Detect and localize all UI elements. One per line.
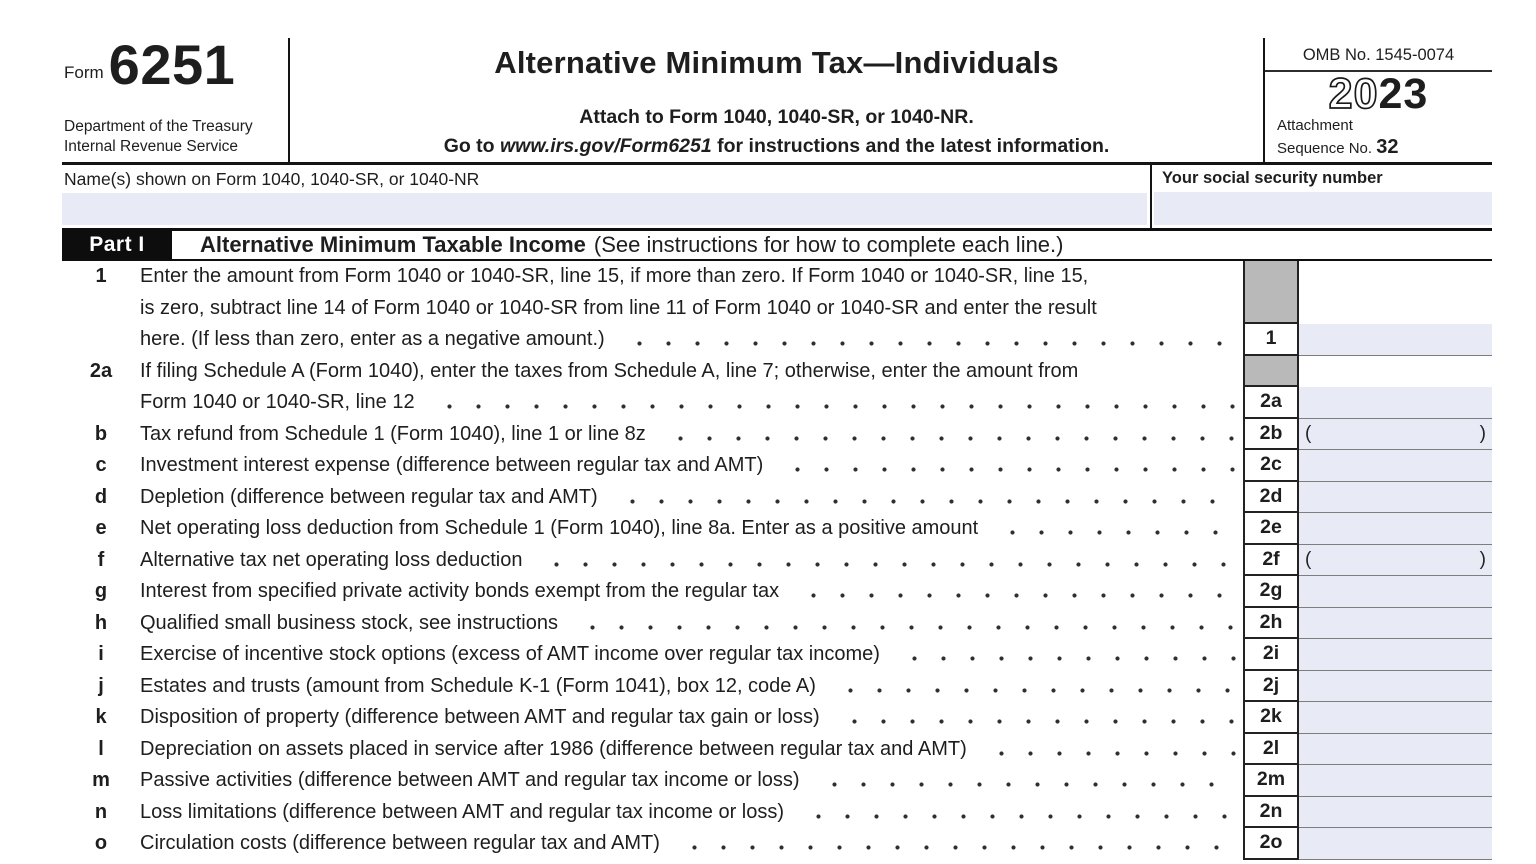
part1-tab: Part I (62, 231, 172, 259)
line-text: Net operating loss deduction from Schedule 1 (Form 1040), line 8a. Enter as a positive amount (140, 517, 979, 539)
dot-leader (572, 608, 1236, 640)
line-box-label: 2a (1243, 387, 1299, 419)
amount-field-2d[interactable] (1299, 482, 1492, 514)
value-row (1243, 608, 1492, 640)
goto-prefix: Go to (443, 135, 501, 157)
line-number: i (98, 643, 104, 665)
amount-spacer (1299, 261, 1492, 293)
amount-field-2m[interactable] (1299, 765, 1492, 797)
line-text-row (140, 828, 1243, 860)
line-description (140, 765, 1243, 797)
line-text: Alternative tax net operating loss deduction (140, 548, 523, 571)
part1-subtitle: (See instructions for how to complete each line.) (593, 232, 1064, 257)
agency-line-1: Department of the Treasury (64, 118, 253, 136)
form-number-line (64, 33, 288, 96)
dot-leader (536, 545, 1236, 577)
line-text: Enter the amount from Form 1040 or 1040-SR, line 15, if more than zero. If Form 1040 or 1040-SR, line 15, (140, 265, 1089, 287)
amount-field-1[interactable] (1299, 324, 1492, 356)
line-text-row (140, 324, 1243, 356)
form-line-2j (62, 671, 1492, 703)
line-text-row (140, 387, 1243, 419)
line-box-label: 1 (1243, 324, 1299, 356)
dot-leader (830, 671, 1236, 703)
entry-column (1243, 419, 1492, 451)
value-row (1243, 702, 1492, 734)
line-text: Form 1040 or 1040-SR, line 12 (140, 391, 415, 413)
line-box-label: 2o (1243, 828, 1299, 860)
amount-field-2n[interactable] (1299, 797, 1492, 829)
line-description (140, 261, 1243, 356)
value-row (1243, 828, 1492, 860)
attachment-label: Attachment (1277, 117, 1353, 134)
line-description (140, 828, 1243, 860)
value-row (1243, 450, 1492, 482)
spacer-row (1243, 356, 1492, 388)
value-row (1243, 482, 1492, 514)
line-text-row (140, 482, 1243, 514)
line-description (140, 702, 1243, 734)
form-line-2e (62, 513, 1492, 545)
line-number: k (95, 706, 107, 728)
agency-lines (64, 117, 253, 157)
amount-spacer (1299, 356, 1492, 388)
form-line-2g (62, 576, 1492, 608)
amount-field-2i[interactable] (1299, 639, 1492, 671)
dot-leader (660, 419, 1236, 451)
line-number: d (94, 485, 108, 508)
line-number: j (98, 674, 104, 697)
spacer-row (1243, 293, 1492, 325)
line-text-row (140, 261, 1243, 293)
names-label: Name(s) shown on Form 1040, 1040-SR, or 1040-NR (64, 169, 480, 189)
form-line-2l (62, 734, 1492, 766)
names-cell (62, 165, 1150, 228)
amount-field-2l[interactable] (1299, 734, 1492, 766)
part1-title-line (200, 231, 1063, 259)
form-line-2h (62, 608, 1492, 640)
goto-suffix: for instructions and the latest information. (711, 135, 1110, 157)
entry-column (1243, 702, 1492, 734)
dot-leader (992, 513, 1236, 545)
dot-leader (674, 828, 1236, 860)
line-text-row (140, 639, 1243, 671)
page-title: Alternative Minimum Tax—Individuals (494, 45, 1059, 80)
dot-leader (834, 702, 1236, 734)
dot-leader (612, 482, 1236, 514)
line-description (140, 419, 1243, 451)
tax-year-bold: 23 (1378, 70, 1429, 118)
part1-title: Alternative Minimum Taxable Income (200, 232, 586, 257)
amount-field-2a[interactable] (1299, 387, 1492, 419)
names-input[interactable] (62, 193, 1147, 225)
entry-column (1243, 356, 1492, 419)
line-description (140, 671, 1243, 703)
shaded-cell (1243, 293, 1299, 325)
line-box-label: 2b (1243, 419, 1299, 451)
form-line-1 (62, 261, 1492, 356)
form-line-2b (62, 419, 1492, 451)
line-box-label: 2n (1243, 797, 1299, 829)
line-text: Investment interest expense (difference between regular tax and AMT) (140, 454, 764, 476)
line-text: Disposition of property (difference between AMT and regular tax gain or loss) (140, 706, 820, 728)
line-box-label: 2d (1243, 482, 1299, 514)
line-text-row (140, 513, 1243, 545)
value-row (1243, 797, 1492, 829)
line-text: If filing Schedule A (Form 1040), enter the taxes from Schedule A, line 7; otherwise, enter the amount from (140, 359, 1079, 382)
line-description (140, 356, 1243, 419)
line-number: m (92, 769, 110, 791)
value-row (1243, 419, 1492, 451)
line-text-row (140, 356, 1243, 388)
amount-field-2e[interactable] (1299, 513, 1492, 545)
amount-field-2f[interactable] (1299, 545, 1492, 577)
line-text-row (140, 797, 1243, 829)
form-number: 6251 (108, 33, 236, 96)
form-line-2f (62, 545, 1492, 577)
value-row (1243, 513, 1492, 545)
dot-leader (793, 576, 1236, 608)
name-ssn-row (62, 165, 1492, 228)
line-number: n (94, 800, 108, 823)
ssn-label: Your social security number (1162, 169, 1383, 187)
line-text-row (140, 734, 1243, 766)
line-text-row (140, 608, 1243, 640)
attach-instruction: Attach to Form 1040, 1040-SR, or 1040-NR. (579, 106, 974, 128)
line-text-row (140, 419, 1243, 451)
value-row (1243, 576, 1492, 608)
line-text-row (140, 293, 1243, 325)
dot-leader (777, 450, 1236, 482)
line-number: l (98, 737, 104, 760)
shaded-cell (1243, 356, 1299, 388)
line-box-label: 2c (1243, 450, 1299, 482)
amount-spacer (1299, 293, 1492, 325)
entry-column (1243, 576, 1492, 608)
line-box-label: 2g (1243, 576, 1299, 608)
amount-field-2h[interactable] (1299, 608, 1492, 640)
line-text: Interest from specified private activity bonds exempt from the regular tax (140, 580, 780, 602)
dot-leader (981, 734, 1236, 766)
line-description (140, 482, 1243, 514)
dot-leader (429, 387, 1236, 419)
entry-column (1243, 482, 1492, 514)
line-box-label: 2h (1243, 608, 1299, 640)
amount-field-2j[interactable] (1299, 671, 1492, 703)
line-description (140, 639, 1243, 671)
ssn-input[interactable] (1154, 192, 1492, 225)
line-text: Qualified small business stock, see instructions (140, 611, 558, 634)
line-box-label: 2m (1243, 765, 1299, 797)
line-number: 2a (89, 359, 113, 382)
line-box-label: 2f (1243, 545, 1299, 577)
line-description (140, 608, 1243, 640)
form-line-2n (62, 797, 1492, 829)
line-text: Exercise of incentive stock options (excess of AMT income over regular tax income) (140, 643, 880, 665)
spacer-row (1243, 261, 1492, 293)
value-row (1243, 545, 1492, 577)
line-description (140, 513, 1243, 545)
shaded-cell (1243, 261, 1299, 293)
line-text-row (140, 765, 1243, 797)
entry-column (1243, 828, 1492, 860)
line-description (140, 450, 1243, 482)
line-text: Passive activities (difference between AMT and regular tax income or loss) (140, 769, 800, 791)
omb-number: OMB No. 1545-0074 (1265, 38, 1492, 72)
attachment-sequence (1265, 117, 1492, 160)
line-items (62, 261, 1492, 860)
line-box-label: 2j (1243, 671, 1299, 703)
dot-leader (894, 639, 1236, 671)
entry-column (1243, 671, 1492, 703)
form-line-2a (62, 356, 1492, 419)
line-number: f (97, 548, 105, 571)
line-description (140, 797, 1243, 829)
line-text-row (140, 450, 1243, 482)
close-paren: ) (1479, 423, 1486, 445)
line-box-label: 2e (1243, 513, 1299, 545)
line-text-row (140, 576, 1243, 608)
dot-leader (619, 324, 1236, 356)
line-number: e (95, 517, 107, 539)
entry-column (1243, 734, 1492, 766)
line-number: g (94, 580, 108, 602)
form-word: Form (64, 62, 104, 82)
dot-leader (814, 765, 1236, 797)
value-row (1243, 671, 1492, 703)
line-text: Tax refund from Schedule 1 (Form 1040), line 1 or line 8z (140, 422, 646, 445)
value-row (1243, 765, 1492, 797)
form-line-2d (62, 482, 1492, 514)
line-number: 1 (95, 265, 107, 287)
entry-column (1243, 450, 1492, 482)
amount-field-2b[interactable] (1299, 419, 1492, 451)
entry-column (1243, 513, 1492, 545)
entry-column (1243, 639, 1492, 671)
amount-field-2o[interactable] (1299, 828, 1492, 860)
sequence-number: 32 (1376, 136, 1399, 159)
entry-column (1243, 765, 1492, 797)
line-box-label: 2k (1243, 702, 1299, 734)
entry-column (1243, 608, 1492, 640)
line-number: c (95, 454, 107, 476)
line-description (140, 545, 1243, 577)
value-row (1243, 324, 1492, 356)
tax-year-outline: 20 (1328, 70, 1379, 118)
entry-column (1243, 261, 1492, 356)
tax-year (1265, 70, 1492, 118)
value-row (1243, 734, 1492, 766)
value-row (1243, 387, 1492, 419)
line-text-row (140, 702, 1243, 734)
amount-field-2c[interactable] (1299, 450, 1492, 482)
line-box-label: 2l (1243, 734, 1299, 766)
close-paren: ) (1479, 549, 1486, 571)
ssn-cell (1150, 165, 1492, 228)
line-text-row (140, 545, 1243, 577)
entry-column (1243, 797, 1492, 829)
form-title-block (290, 38, 1263, 162)
omb-year-block (1263, 38, 1492, 162)
line-number: h (94, 611, 108, 634)
line-description (140, 734, 1243, 766)
value-row (1243, 639, 1492, 671)
line-text: Depreciation on assets placed in service after 1986 (difference between regular tax and AMT) (140, 737, 967, 760)
entry-column (1243, 545, 1492, 577)
line-text: is zero, subtract line 14 of Form 1040 or 1040-SR from line 11 of Form 1040 or 1040-SR and enter the result (140, 296, 1097, 319)
form-body (62, 33, 1492, 860)
amount-field-2k[interactable] (1299, 702, 1492, 734)
dot-leader (798, 797, 1236, 829)
open-paren: ( (1305, 423, 1312, 445)
line-number: b (94, 422, 108, 445)
form-number-block (62, 33, 290, 162)
line-text: Depletion (difference between regular tax and AMT) (140, 485, 598, 508)
form-line-2i (62, 639, 1492, 671)
irs-url: www.irs.gov/Form6251 (500, 135, 712, 157)
form-line-2o (62, 828, 1492, 860)
line-text-row (140, 671, 1243, 703)
open-paren: ( (1305, 549, 1312, 571)
part1-header (62, 228, 1492, 261)
goto-instruction (290, 135, 1263, 158)
form-header (62, 33, 1492, 165)
line-number: o (94, 832, 108, 854)
line-description (140, 576, 1243, 608)
form-line-2k (62, 702, 1492, 734)
amount-field-2g[interactable] (1299, 576, 1492, 608)
form-line-2c (62, 450, 1492, 482)
line-text: Circulation costs (difference between regular tax and AMT) (140, 832, 660, 854)
sequence-label: Sequence No. (1277, 140, 1373, 158)
form-line-2m (62, 765, 1492, 797)
line-text: Loss limitations (difference between AMT and regular tax income or loss) (140, 800, 785, 823)
line-text: Estates and trusts (amount from Schedule K-1 (Form 1041), box 12, code A) (140, 674, 816, 697)
line-box-label: 2i (1243, 639, 1299, 671)
line-text: here. (If less than zero, enter as a negative amount.) (140, 328, 605, 350)
agency-line-2: Internal Revenue Service (64, 138, 239, 156)
